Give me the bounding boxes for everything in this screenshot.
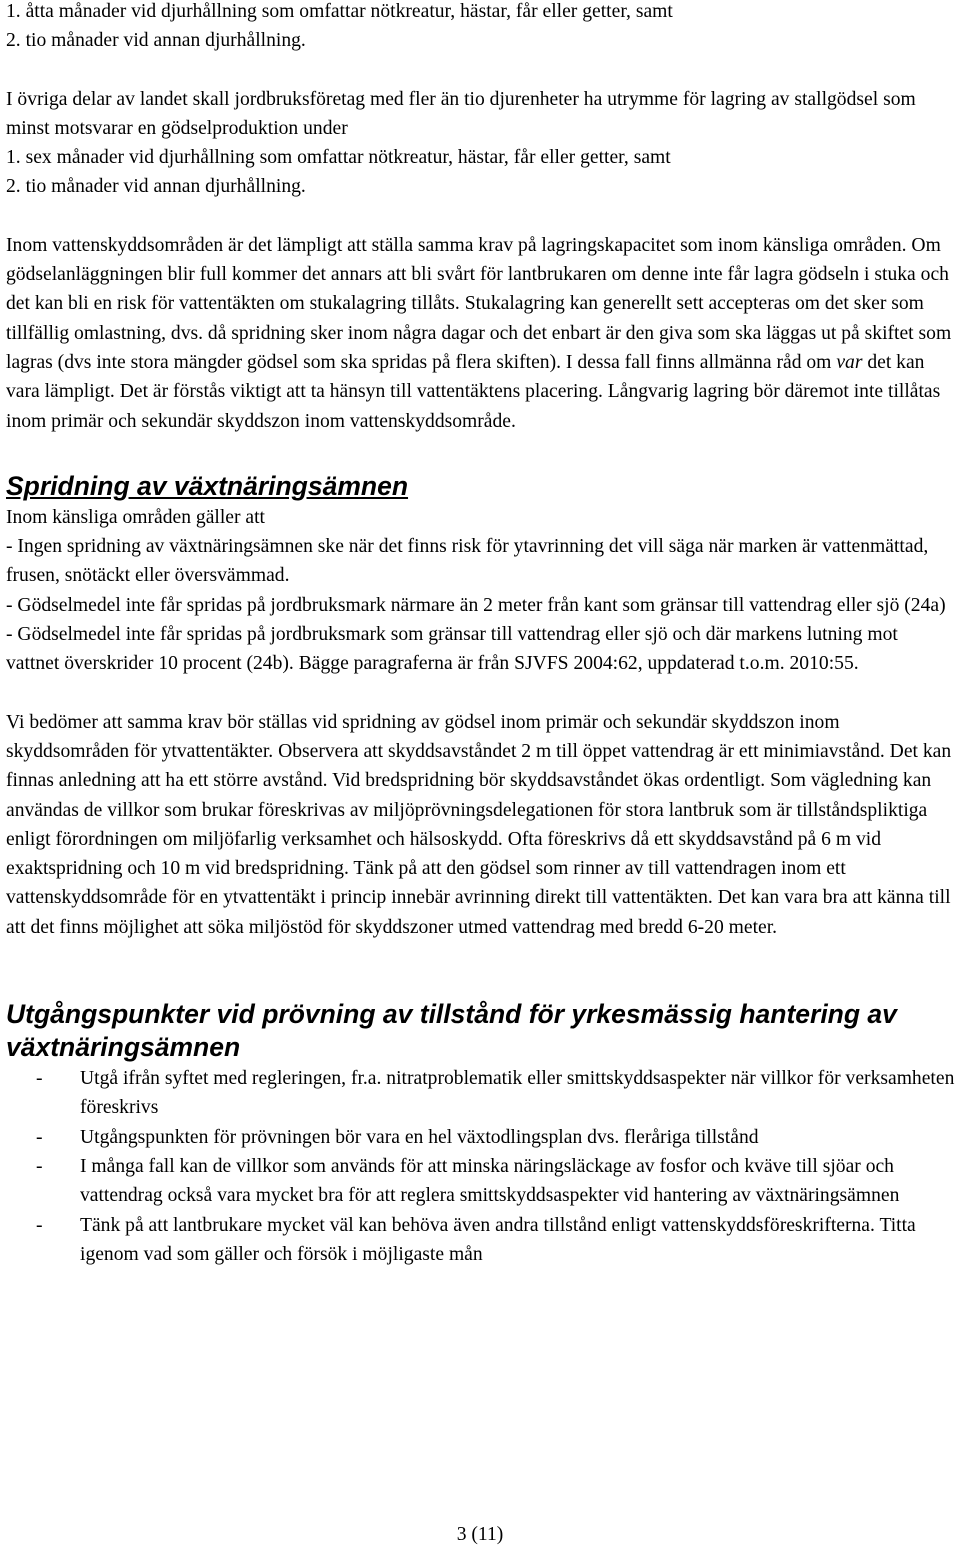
permits-list-item: - Tänk på att lantbrukare mycket väl kan behöva även andra tillstånd enligt vattenskyddsföreskrifterna. Titta igenom vad som gäller och försök i möjligaste mån bbox=[6, 1211, 956, 1270]
paragraph-protection-areas bbox=[6, 231, 956, 436]
permits-list-item: - Utgångspunkten för prövningen bör vara en hel växtodlingsplan dvs. fleråriga tillstånd bbox=[6, 1123, 956, 1152]
list-dash: - bbox=[36, 1126, 43, 1148]
permits-list-item: - Utgå ifrån syftet med regleringen, fr.a. nitratproblematik eller smittskyddsaspekter när villkor för verksamheten föreskrivs bbox=[6, 1064, 956, 1123]
top-list-item-1: 1. åtta månader vid djurhållning som omfattar nötkreatur, hästar, får eller getter, samt bbox=[6, 1, 673, 22]
section-heading-permits: Utgångspunkter vid prövning av tillstånd för yrkesmässig hantering av växtnäringsämnen bbox=[6, 999, 897, 1063]
document-page bbox=[6, 0, 956, 1269]
section1-item-2: - Gödselmedel inte får spridas på jordbruksmark närmare än 2 meter från kant som gränsar till vattendrag eller sjö (24a) bbox=[6, 594, 946, 616]
permits-list bbox=[6, 1064, 956, 1269]
paragraph-protection-text-a: Inom vattenskyddsområden är det lämpligt att ställa samma krav på lagringskapacitet som inom känsliga områden. Om gödselanläggningen blir full kommer det annars att bli svårt för lantbrukaren om denne inte får lagra gödseln i stuka och det kan bli en risk för vattentäkten om stukalagring tillåts. Stukalagring kan generellt sett accepteras om det sker som tillfällig omlastning, dvs. då spridning sker inom några dagar och det enbart är den giva som ska läggas ut på skiftet som lagras (dvs inte stora mängder gödsel som ska spridas på flera skiften). I dessa fall finns allmänna råd om bbox=[6, 234, 952, 373]
paragraph-other-regions: I övriga delar av landet skall jordbruksföretag med fler än tio djurenheter ha utrymme för lagring av stallgödsel som minst motsvarar en gödselproduktion under bbox=[6, 88, 916, 139]
permits-list-item: - I många fall kan de villkor som används för att minska näringsläckage av fosfor och kväve till sjöar och vattendrag också vara mycket bra för att reglera smittskyddsaspekter vid hantering av växtnäringsämnen bbox=[6, 1152, 956, 1211]
section1-item-1: - Ingen spridning av växtnäringsämnen ske när det finns risk för ytavrinning det vill säga när marken är vattenmättad, frusen, snötäckt eller översvämmad. bbox=[6, 536, 929, 587]
second-list-item-1: 1. sex månader vid djurhållning som omfattar nötkreatur, hästar, får eller getter, samt bbox=[6, 147, 671, 169]
list-dash: - bbox=[36, 1214, 43, 1236]
page-number: 3 (11) bbox=[456, 1524, 504, 1545]
top-list-item-2: 2. tio månader vid annan djurhållning. bbox=[6, 30, 306, 52]
paragraph-protection-italic: var bbox=[836, 351, 863, 373]
section1-item-3: - Gödselmedel inte får spridas på jordbruksmark som gränsar till vattendrag eller sjö och där markens lutning mot vattnet överskrider 10 procent (24b). Bägge paragraferna är från SJVFS 2004:62, uppdaterad t.o.m. 2010:55. bbox=[6, 624, 898, 675]
paragraph-protection-text-b: det kan vara lämpligt. Det är förstås viktigt att ta hänsyn till vattentäktens placering. Långvarig lagring bör däremot inte tillåtas inom primär och sekundär skyddszon inom vattenskyddsområde. bbox=[6, 351, 941, 432]
section1-intro: Inom känsliga områden gäller att bbox=[6, 506, 265, 528]
section-heading-spreading: Spridning av växtnäringsämnen bbox=[6, 470, 409, 501]
section1-paragraph: Vi bedömer att samma krav bör ställas vid spridning av gödsel inom primär och sekundär skyddszon inom skyddsområden för ytvattentäkter. Observera att skyddsavståndet 2 m till öppet vattendrag är ett minimiavstånd. Det kan finnas anledning att ha ett större avstånd. Vid bredspridning bör skyddsavståndet ökas ordentligt. Som vägledning kan användas de villkor som brukar föreskrivas av miljöprövningsdelegationen för stora lantbruk som är tillståndspliktiga enligt förordningen om miljöfarlig verksamhet och hälsoskydd. Ofta föreskrivs då ett skyddsavstånd på 6 m vid exaktspridning och 10 m vid bredspridning. Tänk på att den gödsel som rinner av till vattendragen inom ett vattenskyddsområde för en ytvattentäkt i princip innebär avrinning direkt till vattentäkten. Det kan vara bra att känna till att det finns möjlighet att söka miljöstöd för skyddszoner utmed vattendrag med bredd 6-20 meter. bbox=[6, 711, 952, 938]
second-list-item-2: 2. tio månader vid annan djurhållning. bbox=[6, 176, 306, 198]
list-dash: - bbox=[36, 1068, 43, 1090]
list-dash: - bbox=[36, 1155, 43, 1177]
